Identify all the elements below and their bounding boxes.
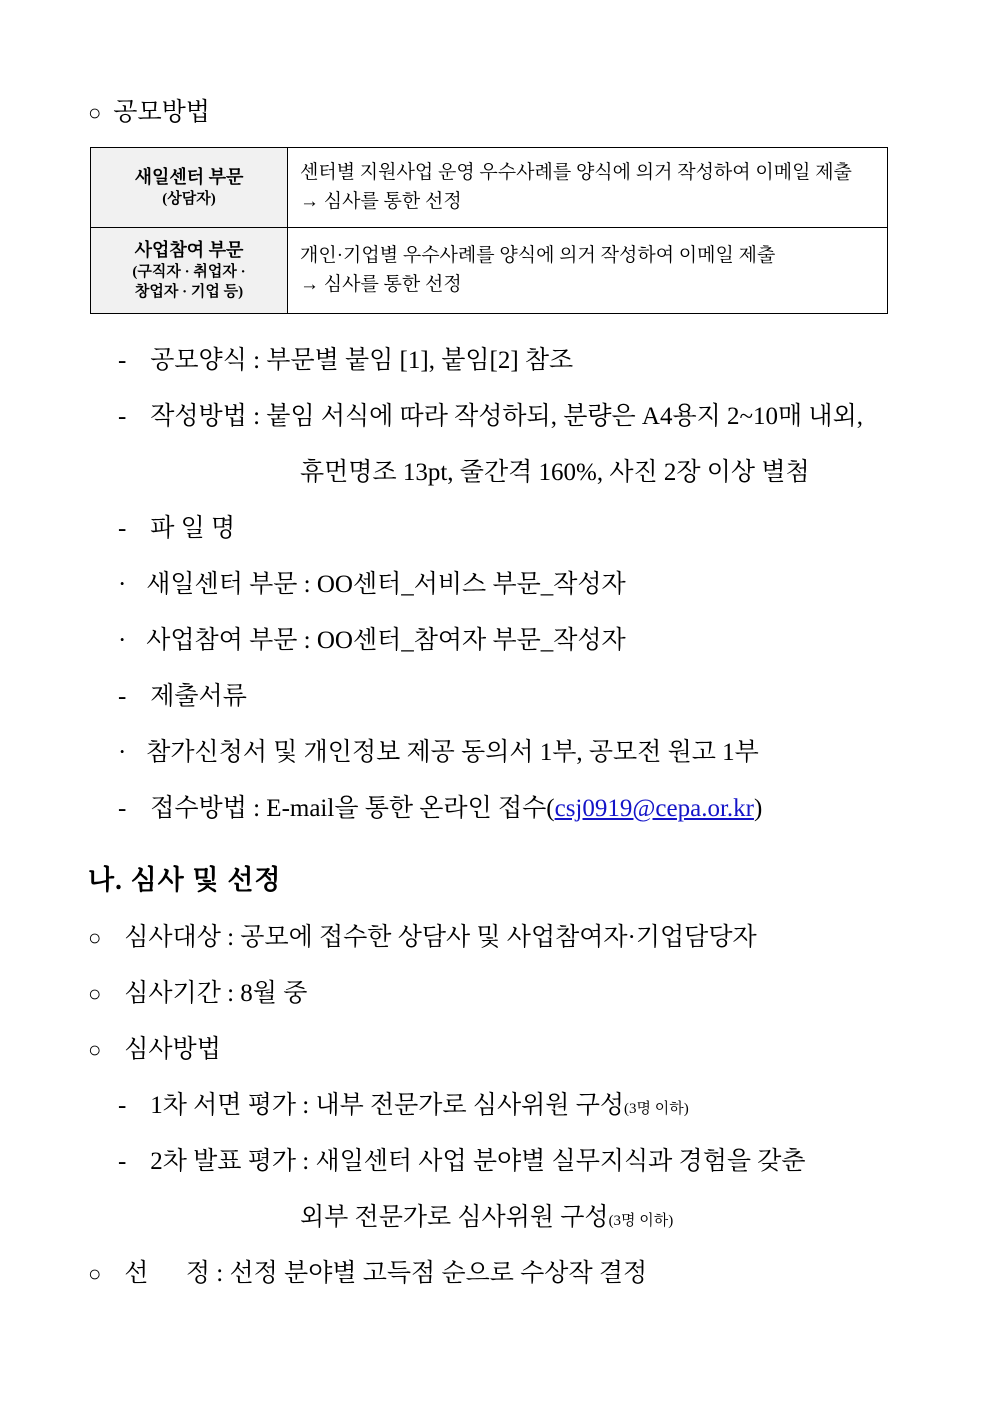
dot-marker: · (118, 626, 127, 654)
heading-gongmo-method (88, 100, 908, 125)
selection-row (88, 1253, 908, 1289)
list-item-documents-label: 제출서류 (150, 682, 247, 710)
review-item-first-round-note: (3명 이하) (624, 1100, 689, 1117)
review-method-label: 심사방법 (124, 1035, 221, 1063)
dot-marker: · (118, 738, 127, 766)
list-item-form (88, 340, 908, 376)
table-row (91, 227, 888, 313)
dash-marker: - (118, 346, 127, 374)
table-row-desc-cell (288, 148, 888, 228)
list-item-file-name-participant-label: 사업참여 부문 : OO센터_참여자 부문_작성자 (146, 626, 626, 654)
review-item-second-round-cont-label: 외부 전문가로 심사위원 구성 (300, 1203, 609, 1231)
heading-gongmo-method-label: 공모방법 (113, 99, 210, 126)
review-item-second-round-label: 2차 발표 평가 : 새일센터 사업 분야별 실무지식과 경험을 갖춘 (150, 1147, 806, 1175)
submission-detail-list (88, 340, 908, 824)
list-item-writing-method-label: 작성방법 : 붙임 서식에 따라 작성하되, 분량은 A4용지 2~10매 내외, (150, 402, 863, 430)
table-row-label-sub-line1: (구직자 · 취업자 · (132, 264, 246, 281)
review-target-row (88, 917, 908, 953)
circle-bullet-icon: ○ (88, 924, 102, 950)
table-row-label-cell (91, 227, 288, 313)
dot-marker: · (118, 570, 127, 598)
selection-label: 선 정 : 선정 분야별 고득점 순으로 수상작 결정 (124, 1259, 648, 1287)
list-item-file-name-participant (88, 620, 908, 656)
circle-bullet-icon: ○ (88, 1260, 102, 1286)
list-item-file-name-saeil-label: 새일센터 부문 : OO센터_서비스 부문_작성자 (146, 570, 626, 598)
dash-marker: - (118, 514, 127, 542)
list-item-form-label: 공모양식 : 부문별 붙임 [1], 붙임[2] 참조 (150, 346, 574, 374)
list-item-submission-email (88, 788, 908, 824)
method-table (90, 147, 888, 314)
list-item-documents (88, 676, 908, 712)
table-row-label-sub: (상담자) (162, 191, 216, 208)
review-period-label: 심사기간 : 8월 중 (124, 979, 308, 1007)
review-target-label: 심사대상 : 공모에 접수한 상담사 및 사업참여자·기업담당자 (124, 923, 757, 951)
table-row-desc-line1: 센터별 지원사업 운영 우수사례를 양식에 의거 작성하여 이메일 제출 (300, 162, 852, 183)
list-item-file-name (88, 508, 908, 544)
circle-bullet-icon: ○ (88, 980, 102, 1006)
section-heading-review: 나. 심사 및 선정 (88, 864, 282, 895)
table-row-desc-line2: → 심사를 통한 선정 (300, 191, 462, 213)
review-method-row (88, 1029, 908, 1065)
table-row (91, 148, 888, 228)
table-row-label-cell (91, 148, 288, 228)
dash-marker: - (118, 682, 127, 710)
list-item-file-name-label: 파 일 명 (150, 514, 236, 542)
circle-bullet-icon: ○ (88, 1036, 102, 1062)
circle-bullet-icon: ○ (88, 100, 102, 125)
list-item-writing-method-cont (88, 452, 908, 488)
document-content (88, 100, 908, 1309)
dash-marker: - (118, 1147, 127, 1175)
list-item-documents-detail-label: 참가신청서 및 개인정보 제공 동의서 1부, 공모전 원고 1부 (146, 738, 759, 766)
review-item-first-round-label: 1차 서면 평가 : 내부 전문가로 심사위원 구성 (150, 1091, 624, 1119)
list-item-submission-email-prefix: 접수방법 : E-mail을 통한 온라인 접수( (150, 794, 555, 822)
dash-marker: - (118, 1091, 127, 1119)
review-period-row (88, 973, 908, 1009)
email-link[interactable]: csj0919@cepa.or.kr (554, 794, 754, 822)
dash-marker: - (118, 402, 127, 430)
review-item-second-round (88, 1141, 908, 1177)
table-row-desc-line2: → 심사를 통한 선정 (300, 274, 462, 296)
dash-marker: - (118, 794, 127, 822)
table-row-desc-cell (288, 227, 888, 313)
table-row-label-main: 새일센터 부문 (134, 167, 244, 188)
table-row-desc-line1: 개인·기업별 우수사례를 양식에 의거 작성하여 이메일 제출 (300, 244, 776, 266)
list-item-writing-method (88, 396, 908, 432)
review-item-second-round-note: (3명 이하) (608, 1212, 674, 1229)
list-item-documents-detail (88, 732, 908, 768)
table-row-label-main: 사업참여 부문 (134, 239, 244, 260)
table-row-label-sub-line2: 창업자 · 기업 등) (134, 284, 244, 301)
review-item-first-round (88, 1085, 908, 1121)
review-item-second-round-cont (88, 1197, 908, 1233)
list-item-writing-method-cont-label: 휴먼명조 13pt, 줄간격 160%, 사진 2장 이상 별첨 (300, 458, 810, 486)
list-item-submission-email-suffix: ) (753, 794, 763, 822)
list-item-file-name-saeil (88, 564, 908, 600)
